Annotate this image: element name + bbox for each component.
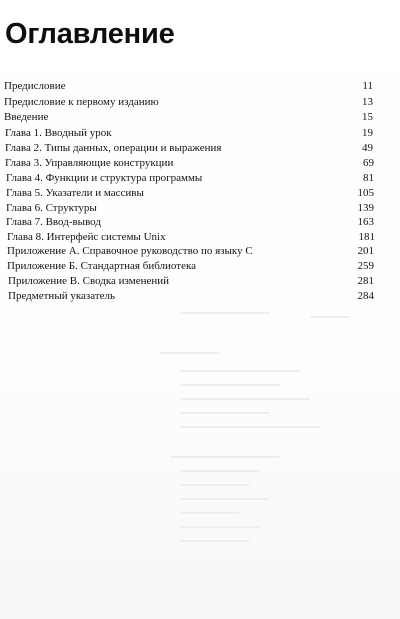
toc-entry-title: Глава 3. Управляющие конструкции [5,157,174,169]
toc-entry [5,141,373,156]
toc-entry-title: Глава 8. Интерфейс системы Unix [7,231,166,243]
toc-entry-page: 259 [357,260,374,272]
toc-entry [6,201,374,216]
toc-entry-page: 181 [358,231,375,243]
toc-entry-page: 15 [362,111,373,123]
toc-entry-title: Введение [4,111,49,123]
toc-entry [8,274,374,289]
toc-entry-page: 49 [362,142,373,154]
toc-entry-title: Глава 4. Функции и структура программы [6,172,203,184]
toc-entry [7,259,374,274]
toc-entry [7,230,375,245]
toc-entry-page: 13 [362,96,373,108]
toc-entry-page: 11 [362,80,373,92]
toc-entry-title: Глава 1. Вводный урок [5,127,112,139]
toc-entry-title: Предисловие [4,80,66,92]
toc-entry-title: Приложение В. Сводка изменений [8,275,170,287]
toc-entry [5,126,373,141]
toc-entry [6,215,374,230]
toc-entry-title: Приложение Б. Стандартная библиотека [7,260,197,272]
toc-entry [4,95,373,110]
toc-entry-title: Предисловие к первому изданию [4,96,159,108]
toc-entry-page: 105 [357,187,374,199]
toc-entry-page: 69 [363,157,374,169]
page-title: Оглавление [5,18,175,50]
toc-entry [6,186,374,201]
toc-entry [6,171,374,186]
toc-entry-title: Глава 6. Структуры [6,202,97,214]
toc-entry-title: Глава 2. Типы данных, операции и выражения [5,142,222,154]
toc-entry-title: Глава 5. Указатели и массивы [6,187,144,199]
toc-entry [4,110,373,125]
toc-entry [4,79,373,94]
toc-entry [8,289,374,304]
toc-entry-title: Приложение А. Справочное руководство по языку С [7,245,253,257]
toc-entry-page: 139 [357,202,374,214]
toc-entry-page: 284 [357,290,374,302]
toc-entry-page: 19 [362,127,373,139]
toc-entry-page: 201 [357,245,374,257]
toc-entry-page: 281 [357,275,374,287]
toc-entry-page: 163 [357,216,374,228]
toc-entry [7,244,374,259]
toc-entry-title: Глава 7. Ввод-вывод [6,216,101,228]
toc-entry-title: Предметный указатель [8,290,116,302]
toc-entry [5,156,374,171]
toc-entry-page: 81 [363,172,374,184]
